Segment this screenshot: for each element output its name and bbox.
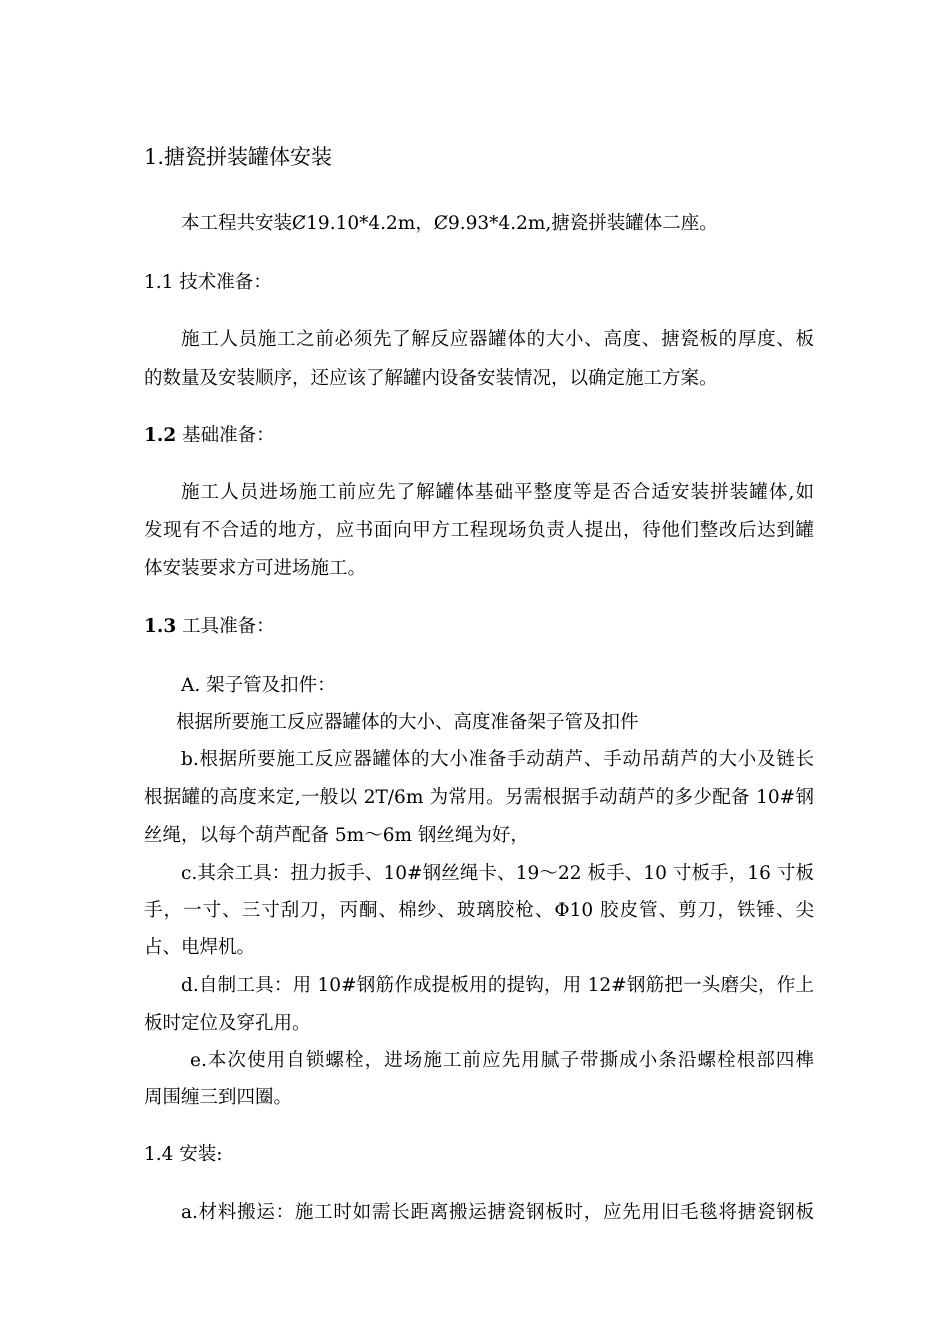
paragraph-line: 发现有不合适的地方，应书面向甲方工程现场负责人提出，待他们整改后达到罐: [144, 520, 814, 541]
item-e-line: 周围缠三到四圈。: [144, 1087, 293, 1108]
item-d-line: d.自制工具：用 10#钢筋作成提板用的提钩，用 12#钢筋把一头磨尖，作上: [181, 975, 814, 996]
heading-1-1: 1.1 技术准备：: [144, 272, 272, 293]
heading-number: 1.2: [144, 425, 177, 446]
item-c-line: 占、电焊机。: [144, 937, 256, 958]
paragraph-line: 体安装要求方可进场施工。: [144, 558, 367, 579]
heading-1-2: [144, 423, 814, 449]
heading-1-3: [144, 614, 814, 640]
item-a-title: A. 架子管及扣件：: [181, 675, 336, 696]
item-b-line: b.根据所要施工反应器罐体的大小准备手动葫芦、手动吊葫芦的大小及链长: [181, 749, 814, 770]
heading-text: 工具准备：: [182, 616, 275, 637]
item-c-line: c.其余工具：扭力扳手、10#钢丝绳卡、19～22 板手、10 寸板手，16 寸板: [181, 863, 814, 884]
item-a-line: a.材料搬运：施工时如需长距离搬运搪瓷钢板时，应先用旧毛毯将搪瓷钢板: [181, 1202, 814, 1223]
intro-paragraph: 本工程共安装Ȼ19.10*4.2m，Ȼ9.93*4.2m,搪瓷拼装罐体二座。: [181, 213, 718, 234]
paragraph-line: 施工人员施工之前必须先了解反应器罐体的大小、高度、搪瓷板的厚度、板: [181, 329, 814, 350]
item-d-line: 板时定位及穿孔用。: [144, 1013, 311, 1034]
heading-number: 1.3: [144, 616, 177, 637]
heading-text: 基础准备：: [182, 425, 275, 446]
item-e-line: e.本次使用自锁螺栓，进场施工前应先用腻子带撕成小条沿螺栓根部四榫: [190, 1050, 814, 1071]
section-title: 1.搪瓷拼装罐体安装: [144, 145, 333, 169]
item-b-line: 根据罐的高度来定,一般以 2T/6m 为常用。另需根据手动葫芦的多少配备 10#钢: [144, 787, 814, 808]
paragraph-line: 的数量及安装顺序，还应该了解罐内设备安装情况，以确定施工方案。: [144, 368, 718, 389]
heading-1-4: 1.4 安装:: [144, 1144, 223, 1165]
paragraph-line: 施工人员进场施工前应先了解罐体基础平整度等是否合适安装拼装罐体,如: [181, 482, 814, 503]
item-b-line: 丝绳，以每个葫芦配备 5m～6m 钢丝绳为好，: [144, 825, 529, 846]
item-c-line: 手，一寸、三寸刮刀，丙酮、棉纱、玻璃胶枪、Φ10 胶皮管、剪刀，铁锤、尖: [144, 900, 814, 921]
item-a-text: 根据所要施工反应器罐体的大小、高度准备架子管及扣件: [176, 712, 639, 733]
